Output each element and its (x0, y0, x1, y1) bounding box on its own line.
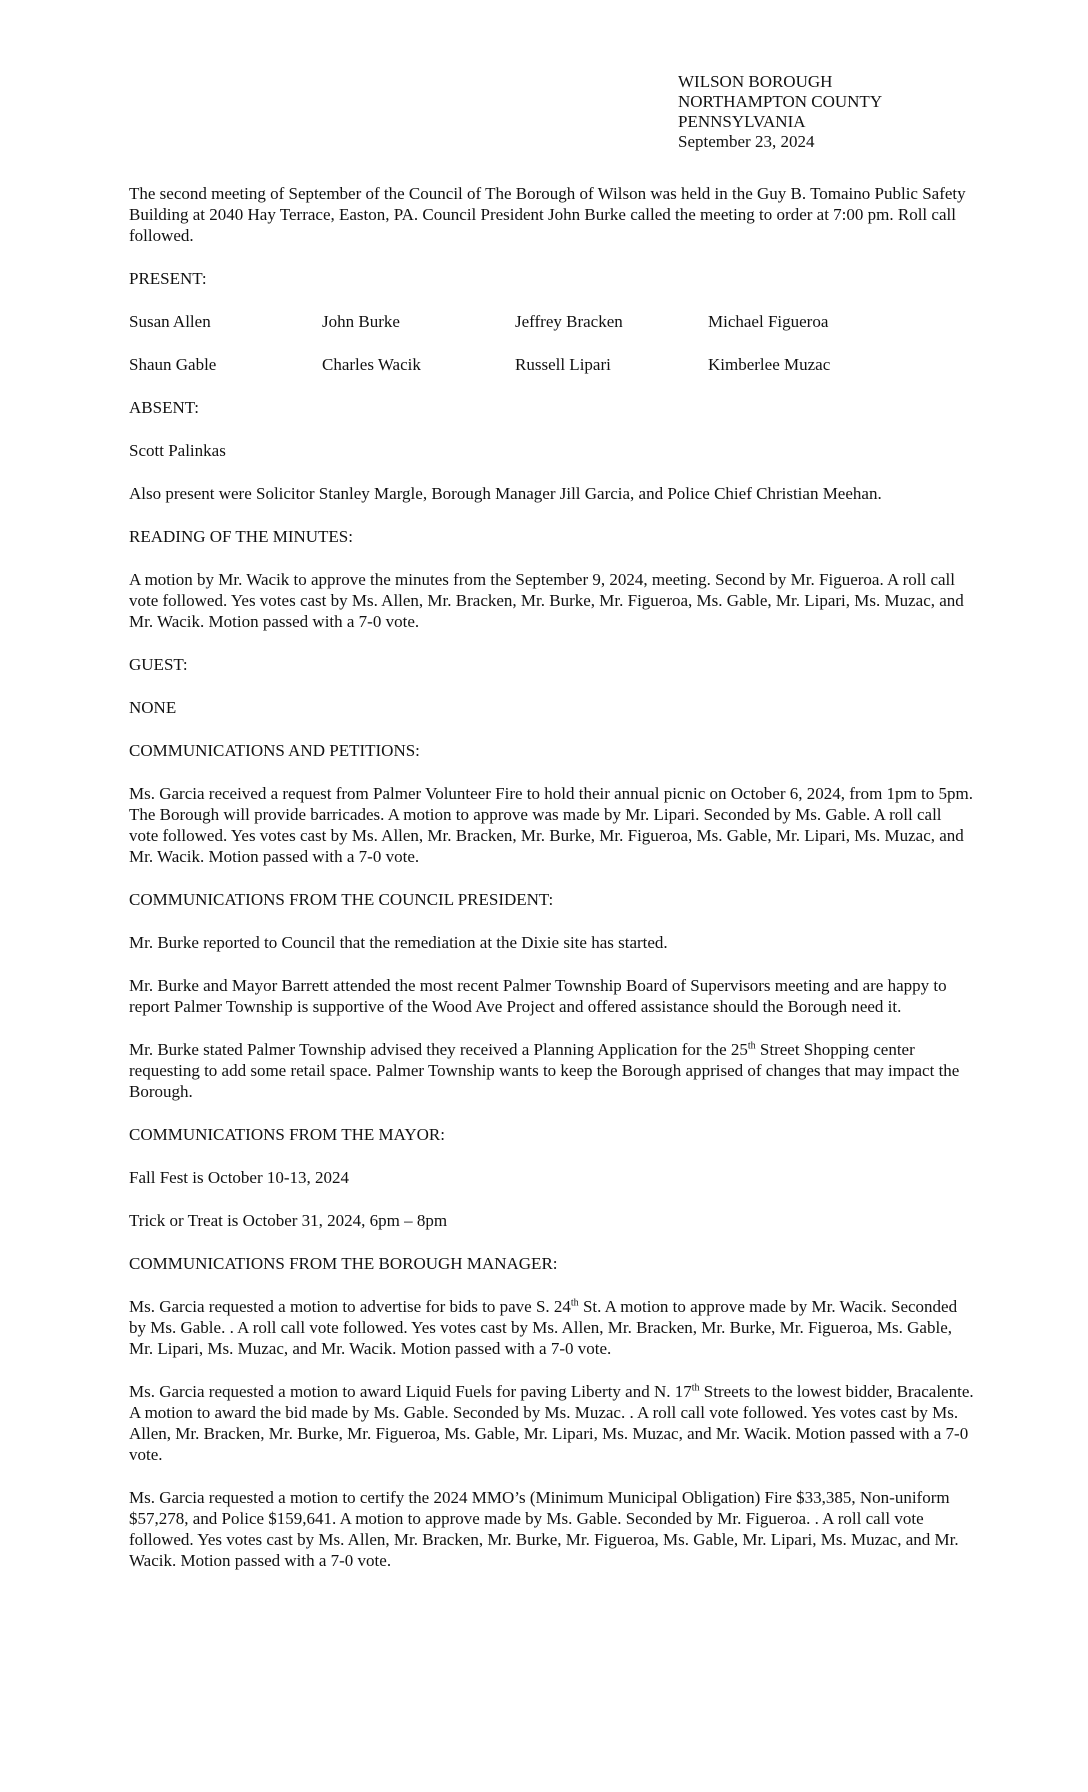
present-row-2 (129, 354, 974, 375)
mayor-paragraph-1: Fall Fest is October 10-13, 2024 (129, 1168, 350, 1187)
present-row-1 (129, 311, 974, 332)
guest-text: NONE (129, 698, 177, 717)
attendee-name: Russell Lipari (515, 355, 611, 374)
meeting-date: September 23, 2024 (678, 132, 815, 151)
communications-paragraph: Ms. Garcia received a request from Palmer Volunteer Fire to hold their annual picnic on October 6, 2024, from 1pm to 5pm. The Borough will provide barricades. A motion to approve was made by Mr. Lipari. Seconded by Ms. Gable. A roll call vote followed. Yes votes cast by Ms. Allen, Mr. Bracken, Mr. Burke, Mr. Figueroa, Ms. Gable, Mr. Lipari, Ms. Muzac, and Mr. Wacik. Motion passed with a 7-0 vote. (129, 784, 973, 866)
president-paragraph-3 (129, 1039, 974, 1102)
ordinal-suffix: th (691, 1382, 700, 1394)
manager-heading: COMMUNICATIONS FROM THE BOROUGH MANAGER: (129, 1254, 558, 1273)
state-name: PENNSYLVANIA (678, 112, 806, 131)
document-body (129, 183, 974, 1593)
mayor-paragraph-2: Trick or Treat is October 31, 2024, 6pm – 8pm (129, 1211, 448, 1230)
borough-name: WILSON BOROUGH (678, 72, 833, 91)
document-header (678, 72, 1038, 152)
text-run: Ms. Garcia requested a motion to advertise for bids to pave S. 24 (129, 1297, 571, 1316)
intro-paragraph: The second meeting of September of the Council of The Borough of Wilson was held in the Guy B. Tomaino Public Safety Building at 2040 Hay Terrace, Easton, PA. Council President John Burke called the meeting to order at 7:00 pm. Roll call followed. (129, 184, 966, 245)
attendee-name: Jeffrey Bracken (515, 312, 623, 331)
guest-heading: GUEST: (129, 655, 188, 674)
minutes-heading: READING OF THE MINUTES: (129, 527, 353, 546)
text-run: Street Shopping center requesting to add some retail space. Palmer Township wants to keep the Borough apprised of changes that may impact the Borough. (129, 1040, 960, 1101)
text-run: Ms. Garcia requested a motion to award Liquid Fuels for paving Liberty and N. 17 (129, 1382, 692, 1401)
text-run: St. A motion to approve made by Mr. Wacik. Seconded by Ms. Gable. . A roll call vote followed. Yes votes cast by Ms. Allen, Mr. Bracken, Mr. Burke, Mr. Figueroa, Ms. Gable, Mr. Lipari, Ms. Muzac, and Mr. Wacik. Motion passed with a 7-0 vote. (129, 1297, 958, 1358)
president-paragraph-2: Mr. Burke and Mayor Barrett attended the most recent Palmer Township Board of Supervisors meeting and are happy to report Palmer Township is supportive of the Wood Ave Project and offered assistance should the Borough need it. (129, 976, 947, 1016)
attendee-name: Michael Figueroa (708, 312, 829, 331)
ordinal-suffix: th (747, 1040, 756, 1052)
text-run: Streets to the lowest bidder, Bracalente. A motion to award the bid made by Ms. Gable. Seconded by Ms. Muzac. . A roll call vote followed. Yes votes cast by Ms. Allen, Mr. Bracken, Mr. Burke, Mr. Figueroa, Ms. Gable, Mr. Lipari, Ms. Muzac, and Mr. Wacik. Motion passed with a 7-0 vote. (129, 1382, 974, 1464)
attendee-name: John Burke (322, 312, 400, 331)
president-paragraph-1: Mr. Burke reported to Council that the remediation at the Dixie site has started. (129, 933, 668, 952)
president-heading: COMMUNICATIONS FROM THE COUNCIL PRESIDENT: (129, 890, 554, 909)
manager-paragraph-3: Ms. Garcia requested a motion to certify the 2024 MMO’s (Minimum Municipal Obligation) Fire $33,385, Non-uniform $57,278, and Police $159,641. A motion to approve made by Ms. Gable. Seconded by Mr. Figueroa. . A roll call vote followed. Yes votes cast by Ms. Allen, Mr. Bracken, Mr. Burke, Mr. Figueroa, Ms. Gable, Mr. Lipari, Ms. Muzac, and Mr. Wacik. Motion passed with a 7-0 vote. (129, 1488, 959, 1570)
ordinal-suffix: th (570, 1297, 579, 1309)
mayor-heading: COMMUNICATIONS FROM THE MAYOR: (129, 1125, 445, 1144)
manager-paragraph-2 (129, 1381, 974, 1465)
manager-paragraph-1 (129, 1296, 974, 1359)
absent-heading: ABSENT: (129, 398, 199, 417)
attendee-name: Shaun Gable (129, 355, 217, 374)
attendee-name: Susan Allen (129, 312, 211, 331)
absent-name: Scott Palinkas (129, 441, 226, 460)
present-heading: PRESENT: (129, 269, 207, 288)
communications-heading: COMMUNICATIONS AND PETITIONS: (129, 741, 420, 760)
county-name: NORTHAMPTON COUNTY (678, 92, 883, 111)
attendee-name: Kimberlee Muzac (708, 355, 831, 374)
minutes-paragraph: A motion by Mr. Wacik to approve the minutes from the September 9, 2024, meeting. Second by Mr. Figueroa. A roll call vote followed. Yes votes cast by Ms. Allen, Mr. Bracken, Mr. Burke, Mr. Figueroa, Ms. Gable, Mr. Lipari, Ms. Muzac, and Mr. Wacik. Motion passed with a 7-0 vote. (129, 570, 964, 631)
also-present-paragraph: Also present were Solicitor Stanley Margle, Borough Manager Jill Garcia, and Police Chief Christian Meehan. (129, 484, 882, 503)
text-run: Mr. Burke stated Palmer Township advised they received a Planning Application for the 25 (129, 1040, 748, 1059)
attendee-name: Charles Wacik (322, 355, 421, 374)
